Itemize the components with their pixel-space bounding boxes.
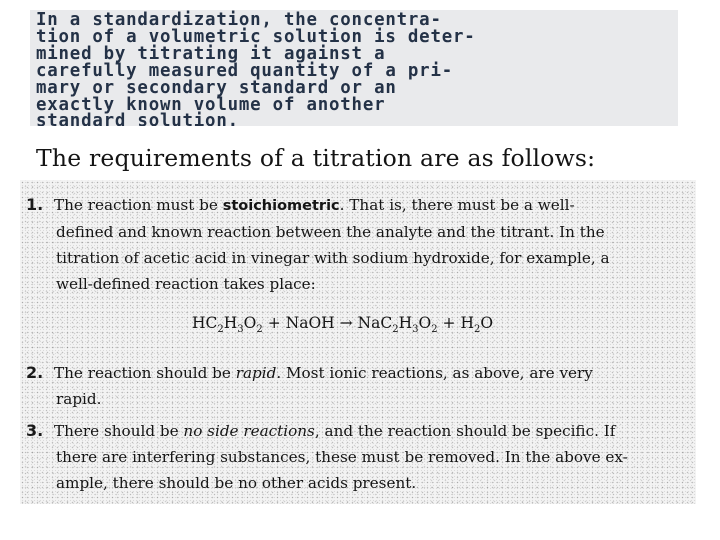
- item-line: [54, 192, 694, 219]
- intro-line: standard solution.: [36, 111, 239, 126]
- requirement-item-3: [26, 418, 694, 496]
- item-line: rapid.: [56, 390, 102, 408]
- text-run: The reaction should be: [54, 364, 236, 382]
- text-run: . That is, there must be a well-: [339, 196, 575, 214]
- item-line: defined and known reaction between the analyte and the titrant. In the: [56, 223, 605, 241]
- requirement-item-2: [26, 360, 694, 412]
- product-water: $H_2O$: [460, 314, 494, 336]
- plus-sign: +: [267, 314, 281, 332]
- intro-scan: [30, 10, 678, 126]
- emphasis: rapid: [235, 364, 277, 382]
- item-line: [54, 418, 694, 444]
- item-number: 2.: [26, 363, 44, 382]
- item-line: ample, there should be no other acids present.: [56, 474, 417, 492]
- intro-line: carefully measured quantity of a pri-: [36, 60, 453, 81]
- text-run: , and the reaction should be specific. If: [314, 422, 616, 440]
- reactant-sodium-hydroxide: NaOH: [285, 314, 335, 332]
- chemical-equation: [192, 314, 493, 335]
- requirements-scan: [20, 180, 696, 504]
- intro-line: mary or secondary standard or an: [36, 77, 397, 98]
- product-sodium-acetate: $NaC_2H_3O_2$: [357, 314, 438, 336]
- intro-line: mined by titrating it against a: [36, 43, 386, 64]
- intro-line: In a standardization, the concentra-: [36, 10, 442, 30]
- section-heading: The requirements of a titration are as follows:: [36, 144, 596, 172]
- reaction-arrow: →: [339, 314, 353, 332]
- item-line: there are interfering substances, these must be removed. In the above ex-: [56, 448, 628, 466]
- intro-line: exactly known volume of another: [36, 94, 386, 115]
- plus-sign: +: [442, 314, 456, 332]
- key-term: stoichiometric: [222, 198, 340, 214]
- item-line: well-defined reaction takes place:: [56, 275, 316, 293]
- text-run: There should be: [54, 422, 184, 440]
- text-run: The reaction must be: [54, 196, 223, 214]
- item-line: [54, 360, 694, 386]
- item-number: 1.: [26, 195, 44, 214]
- item-line: titration of acetic acid in vinegar with sodium hydroxide, for example, a: [56, 249, 610, 267]
- requirement-item-1: [26, 192, 694, 297]
- emphasis: no side reactions: [183, 422, 315, 440]
- text-run: . Most ionic reactions, as above, are very: [276, 364, 593, 382]
- reactant-acetic-acid: $HC_2H_3O_2$: [192, 314, 263, 336]
- intro-line: tion of a volumetric solution is deter-: [36, 26, 476, 47]
- item-number: 3.: [26, 421, 44, 440]
